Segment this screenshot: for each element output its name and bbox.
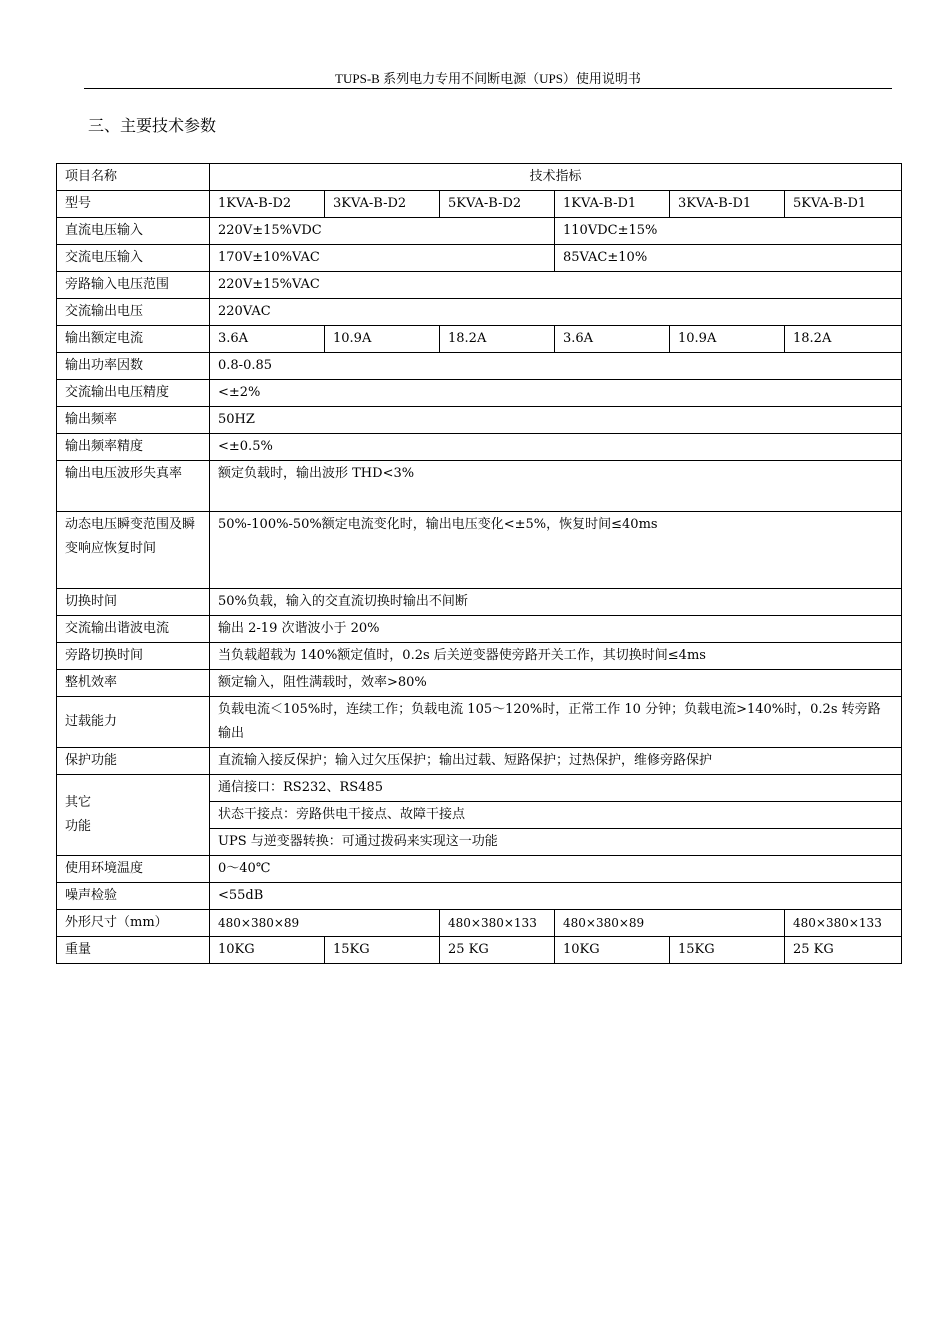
row-value: <±2%	[210, 380, 902, 407]
row-label: 输出功率因数	[57, 353, 210, 380]
row-label: 整机效率	[57, 670, 210, 697]
table-row	[57, 272, 902, 299]
model-cell: 5KVA-B-D2	[440, 191, 555, 218]
table-row	[57, 434, 902, 461]
table-row	[57, 299, 902, 326]
weight-cell: 10KG	[210, 937, 325, 964]
current-cell: 10.9A	[325, 326, 440, 353]
row-label: 交流输出电压精度	[57, 380, 210, 407]
row-value: 技术指标	[210, 164, 902, 191]
row-label: 保护功能	[57, 748, 210, 775]
row-label: 输出频率	[57, 407, 210, 434]
table-row	[57, 326, 902, 353]
row-label: 外形尺寸（mm）	[57, 910, 210, 937]
row-label: 过载能力	[57, 697, 210, 748]
table-row	[57, 775, 902, 802]
table-row	[57, 670, 902, 697]
table-row	[57, 164, 902, 191]
dimension-cell: 480×380×133	[785, 910, 902, 937]
row-value: 0～40℃	[210, 856, 902, 883]
row-label: 动态电压瞬变范围及瞬变响应恢复时间	[57, 512, 210, 589]
row-label: 输出频率精度	[57, 434, 210, 461]
table-row	[57, 380, 902, 407]
row-label: 输出额定电流	[57, 326, 210, 353]
row-value: 85VAC±10%	[555, 245, 902, 272]
weight-cell: 25 KG	[440, 937, 555, 964]
weight-cell: 10KG	[555, 937, 670, 964]
row-label: 交流输出电压	[57, 299, 210, 326]
row-value: 状态干接点：旁路供电干接点、故障干接点	[210, 802, 902, 829]
model-cell: 1KVA-B-D2	[210, 191, 325, 218]
row-label: 型号	[57, 191, 210, 218]
current-cell: 18.2A	[440, 326, 555, 353]
row-value: 额定输入，阻性满载时，效率>80%	[210, 670, 902, 697]
row-value: 50%负载，输入的交直流切换时输出不间断	[210, 589, 902, 616]
row-label: 旁路切换时间	[57, 643, 210, 670]
row-value: 当负载超载为 140%额定值时，0.2s 后关逆变器使旁路开关工作，其切换时间≤4ms	[210, 643, 902, 670]
current-cell: 3.6A	[555, 326, 670, 353]
current-cell: 10.9A	[670, 326, 785, 353]
current-cell: 18.2A	[785, 326, 902, 353]
row-value: <55dB	[210, 883, 902, 910]
header-divider	[84, 88, 892, 89]
model-cell: 3KVA-B-D2	[325, 191, 440, 218]
row-value: 220VAC	[210, 299, 902, 326]
table-row	[57, 910, 902, 937]
model-cell: 3KVA-B-D1	[670, 191, 785, 218]
row-value: 负载电流＜105%时，连续工作；负载电流 105～120%时，正常工作 10 分钟；负载电流>140%时，0.2s 转旁路输出	[210, 697, 902, 748]
row-value: UPS 与逆变器转换：可通过拨码来实现这一功能	[210, 829, 902, 856]
row-value: 220V±15%VDC	[210, 218, 555, 245]
table-row	[57, 856, 902, 883]
table-row	[57, 937, 902, 964]
row-label: 交流电压输入	[57, 245, 210, 272]
row-label: 交流输出谐波电流	[57, 616, 210, 643]
row-label: 切换时间	[57, 589, 210, 616]
weight-cell: 25 KG	[785, 937, 902, 964]
row-label: 重量	[57, 937, 210, 964]
table-row	[57, 245, 902, 272]
row-value: 输出 2-19 次谐波小于 20%	[210, 616, 902, 643]
document-header: TUPS-B 系列电力专用不间断电源（UPS）使用说明书	[335, 71, 641, 86]
table-row	[57, 616, 902, 643]
table-row	[57, 589, 902, 616]
row-value: 50%-100%-50%额定电流变化时，输出电压变化<±5%，恢复时间≤40ms	[210, 512, 902, 589]
row-label: 旁路输入电压范围	[57, 272, 210, 299]
table-row	[57, 883, 902, 910]
row-value: <±0.5%	[210, 434, 902, 461]
row-label: 使用环境温度	[57, 856, 210, 883]
dimension-cell: 480×380×89	[555, 910, 785, 937]
table-row	[57, 512, 902, 589]
row-label: 项目名称	[57, 164, 210, 191]
weight-cell: 15KG	[325, 937, 440, 964]
table-row	[57, 191, 902, 218]
dimension-cell: 480×380×133	[440, 910, 555, 937]
row-label: 噪声检验	[57, 883, 210, 910]
table-row	[57, 353, 902, 380]
row-value: 通信接口：RS232、RS485	[210, 775, 902, 802]
table-row	[57, 697, 902, 748]
spec-table	[56, 163, 902, 964]
table-row	[57, 748, 902, 775]
table-row	[57, 643, 902, 670]
model-cell: 5KVA-B-D1	[785, 191, 902, 218]
row-value: 170V±10%VAC	[210, 245, 555, 272]
dimension-cell: 480×380×89	[210, 910, 440, 937]
row-value: 0.8-0.85	[210, 353, 902, 380]
current-cell: 3.6A	[210, 326, 325, 353]
row-value: 50HZ	[210, 407, 902, 434]
table-row	[57, 461, 902, 512]
row-value: 220V±15%VAC	[210, 272, 902, 299]
row-value: 额定负载时，输出波形 THD<3%	[210, 461, 902, 512]
table-row	[57, 407, 902, 434]
row-value: 110VDC±15%	[555, 218, 902, 245]
weight-cell: 15KG	[670, 937, 785, 964]
row-value: 直流输入接反保护；输入过欠压保护；输出过载、短路保护；过热保护，维修旁路保护	[210, 748, 902, 775]
row-label: 其它 功能	[57, 775, 210, 856]
section-title: 三、主要技术参数	[88, 116, 217, 135]
table-row	[57, 218, 902, 245]
model-cell: 1KVA-B-D1	[555, 191, 670, 218]
row-label: 输出电压波形失真率	[57, 461, 210, 512]
row-label: 直流电压输入	[57, 218, 210, 245]
